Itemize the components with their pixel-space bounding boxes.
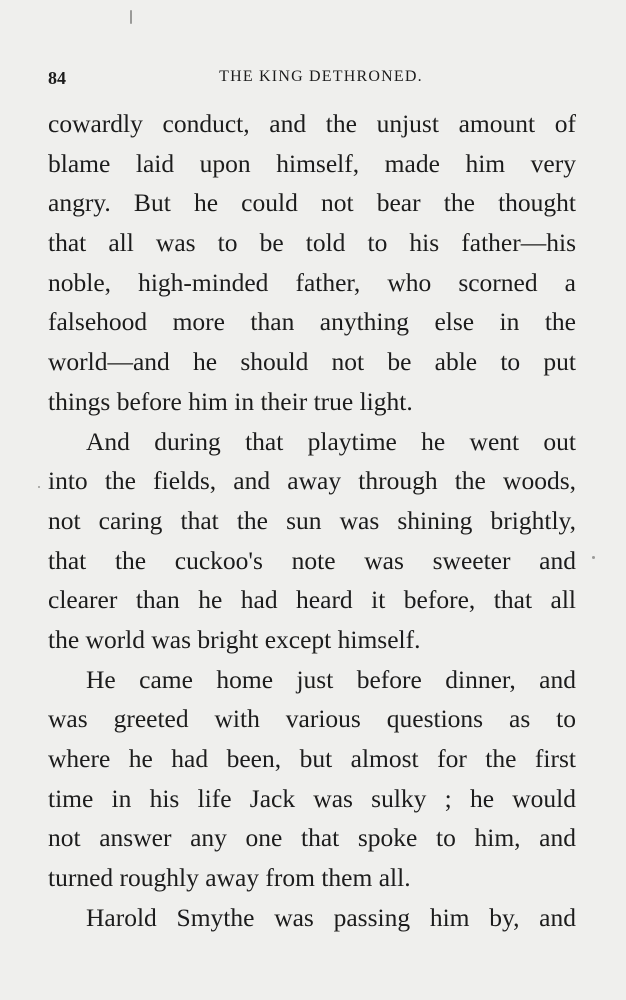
text-line: not answer any one that spoke to him, and xyxy=(48,823,576,853)
text-line: not caring that the sun was shining brightly, xyxy=(48,505,576,535)
running-head xyxy=(48,68,574,92)
print-speck xyxy=(592,556,595,559)
text-line: And during that playtime he went out xyxy=(86,426,576,456)
print-speck xyxy=(38,486,40,488)
text-line: falsehood more than anything else in the xyxy=(48,307,576,337)
paragraph xyxy=(48,422,576,660)
text-line: cowardly conduct, and the unjust amount of xyxy=(48,109,576,138)
running-title: THE KING DETHRONED. xyxy=(219,68,423,85)
print-speck xyxy=(130,10,132,24)
text-line: clearer than he had heard it before, that all xyxy=(48,585,576,615)
text-line: noble, high-minded father, who scorned a xyxy=(48,267,576,297)
body-text xyxy=(48,104,576,937)
text-line: things before him in their true light. xyxy=(48,386,413,416)
page-number: 84 xyxy=(48,68,66,88)
text-line: where he had been, but almost for the first xyxy=(48,744,576,773)
paragraph xyxy=(48,104,576,422)
text-line: world—and he should not be able to put xyxy=(48,347,576,377)
text-line: angry. But he could not bear the thought xyxy=(48,188,576,218)
paragraph xyxy=(48,898,576,938)
paragraph xyxy=(48,660,576,898)
text-line: He came home just before dinner, and xyxy=(86,664,576,694)
text-line: the world was bright except himself. xyxy=(48,624,421,654)
text-line: turned roughly away from them all. xyxy=(48,863,411,893)
text-line: that all was to be told to his father—his xyxy=(48,228,576,258)
text-line: into the fields, and away through the woods, xyxy=(48,466,576,496)
text-line: Harold Smythe was passing him by, and xyxy=(86,902,576,932)
text-line: blame laid upon himself, made him very xyxy=(48,148,576,178)
text-line: was greeted with various questions as to xyxy=(48,704,576,734)
text-line: that the cuckoo's note was sweeter and xyxy=(48,545,576,575)
text-line: time in his life Jack was sulky ; he would xyxy=(48,783,576,813)
